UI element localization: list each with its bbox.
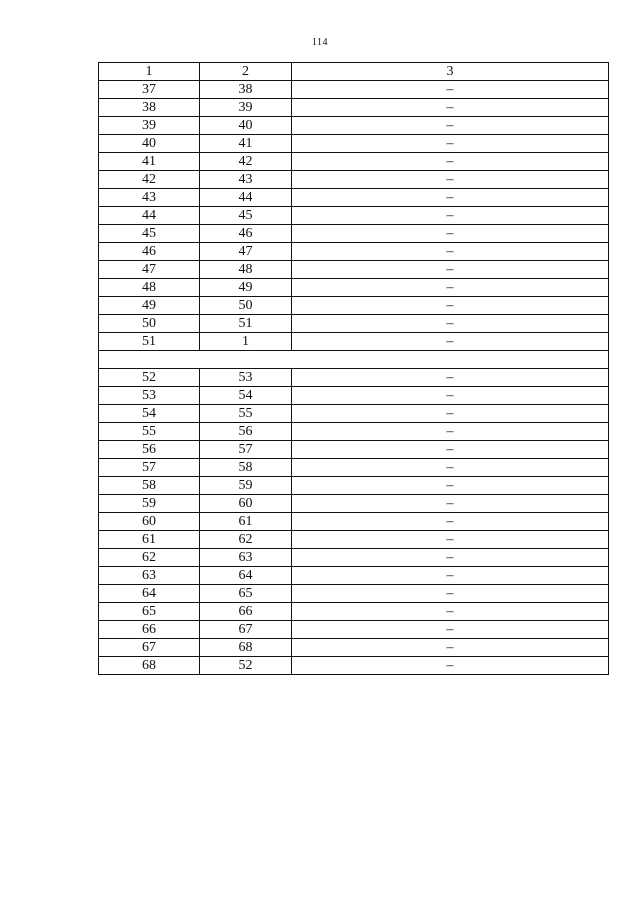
table-cell: – [292, 585, 609, 603]
table-cell: 60 [99, 513, 200, 531]
table-cell: 61 [200, 513, 292, 531]
table-cell: – [292, 513, 609, 531]
table-cell: – [292, 441, 609, 459]
table-cell: 62 [200, 531, 292, 549]
table-cell: 67 [200, 621, 292, 639]
table-row [99, 297, 609, 315]
table-cell: 39 [99, 117, 200, 135]
table-row [99, 261, 609, 279]
table-cell: – [292, 315, 609, 333]
table-row [99, 405, 609, 423]
table-row [99, 531, 609, 549]
table-cell: – [292, 153, 609, 171]
table-cell: 53 [99, 387, 200, 405]
column-header: 3 [292, 63, 609, 81]
table-cell: 40 [99, 135, 200, 153]
table-cell: 44 [99, 207, 200, 225]
table-cell: 63 [200, 549, 292, 567]
table-cell: 68 [200, 639, 292, 657]
table-cell: – [292, 333, 609, 351]
table-cell: 48 [99, 279, 200, 297]
table-cell: 66 [200, 603, 292, 621]
table-cell: 56 [200, 423, 292, 441]
table-row [99, 477, 609, 495]
table-cell: 50 [99, 315, 200, 333]
table-row [99, 621, 609, 639]
table-row [99, 369, 609, 387]
table-cell: 64 [200, 567, 292, 585]
table-cell: – [292, 81, 609, 99]
table-row [99, 423, 609, 441]
table-cell: 39 [200, 99, 292, 117]
separator-cell [99, 351, 609, 369]
table-row [99, 657, 609, 675]
table-cell: – [292, 603, 609, 621]
table-cell: 49 [200, 279, 292, 297]
table-row [99, 225, 609, 243]
table-row [99, 81, 609, 99]
table-row [99, 459, 609, 477]
table-cell: – [292, 189, 609, 207]
table-cell: – [292, 387, 609, 405]
table-row [99, 585, 609, 603]
table-cell: 55 [200, 405, 292, 423]
table-row [99, 513, 609, 531]
table-cell: 43 [200, 171, 292, 189]
table-cell: 43 [99, 189, 200, 207]
table-cell: – [292, 459, 609, 477]
table-cell: – [292, 531, 609, 549]
table-cell: 42 [99, 171, 200, 189]
table-cell: 46 [99, 243, 200, 261]
table-row [99, 171, 609, 189]
table-cell: – [292, 297, 609, 315]
table-cell: – [292, 495, 609, 513]
column-header: 2 [200, 63, 292, 81]
table-cell: 52 [200, 657, 292, 675]
column-header: 1 [99, 63, 200, 81]
table-cell: 48 [200, 261, 292, 279]
table-row [99, 243, 609, 261]
table-cell: – [292, 369, 609, 387]
table-row [99, 549, 609, 567]
table-cell: 45 [99, 225, 200, 243]
table-separator-row [99, 351, 609, 369]
data-table [98, 62, 609, 675]
table-cell: 45 [200, 207, 292, 225]
table-cell: 51 [200, 315, 292, 333]
table-cell: 52 [99, 369, 200, 387]
page-number: 114 [311, 37, 329, 48]
table-cell: 1 [200, 333, 292, 351]
table-cell: 66 [99, 621, 200, 639]
table-cell: – [292, 243, 609, 261]
table-cell: 65 [200, 585, 292, 603]
table-cell: – [292, 477, 609, 495]
table-cell: – [292, 261, 609, 279]
table-cell: 55 [99, 423, 200, 441]
table-row [99, 333, 609, 351]
table-cell: – [292, 225, 609, 243]
table-cell: 49 [99, 297, 200, 315]
table-cell: – [292, 117, 609, 135]
table-cell: – [292, 621, 609, 639]
table-cell: 41 [99, 153, 200, 171]
table-cell: – [292, 135, 609, 153]
table-row [99, 153, 609, 171]
table-cell: 59 [200, 477, 292, 495]
table-cell: 51 [99, 333, 200, 351]
table-cell: 60 [200, 495, 292, 513]
table-cell: 62 [99, 549, 200, 567]
table-cell: 56 [99, 441, 200, 459]
table-cell: – [292, 171, 609, 189]
table-cell: 47 [200, 243, 292, 261]
table-cell: 46 [200, 225, 292, 243]
table-cell: 47 [99, 261, 200, 279]
table-row [99, 495, 609, 513]
table-row [99, 567, 609, 585]
table-cell: 58 [200, 459, 292, 477]
table-cell: – [292, 549, 609, 567]
table-cell: – [292, 639, 609, 657]
table-cell: 57 [99, 459, 200, 477]
table-row [99, 279, 609, 297]
table-cell: 54 [99, 405, 200, 423]
table-cell: 67 [99, 639, 200, 657]
table-cell: 68 [99, 657, 200, 675]
table-cell: 65 [99, 603, 200, 621]
table-cell: 50 [200, 297, 292, 315]
table-cell: – [292, 405, 609, 423]
table-cell: 59 [99, 495, 200, 513]
table-header-row [99, 63, 609, 81]
table-row [99, 207, 609, 225]
table-cell: 57 [200, 441, 292, 459]
table-row [99, 117, 609, 135]
table-cell: 44 [200, 189, 292, 207]
table-row [99, 315, 609, 333]
table-row [99, 135, 609, 153]
table-cell: 37 [99, 81, 200, 99]
table-row [99, 387, 609, 405]
table-cell: 40 [200, 117, 292, 135]
table-cell: – [292, 423, 609, 441]
table-cell: 41 [200, 135, 292, 153]
table-cell: 64 [99, 585, 200, 603]
table-row [99, 639, 609, 657]
table-cell: 61 [99, 531, 200, 549]
table-cell: 53 [200, 369, 292, 387]
table-cell: – [292, 567, 609, 585]
table-row [99, 603, 609, 621]
table-row [99, 189, 609, 207]
table-cell: 38 [99, 99, 200, 117]
table-cell: 63 [99, 567, 200, 585]
table-cell: – [292, 657, 609, 675]
table-cell: 54 [200, 387, 292, 405]
table-cell: 58 [99, 477, 200, 495]
table-cell: 38 [200, 81, 292, 99]
table-cell: 42 [200, 153, 292, 171]
table-row [99, 441, 609, 459]
table-cell: – [292, 99, 609, 117]
table-cell: – [292, 279, 609, 297]
table-row [99, 99, 609, 117]
table-cell: – [292, 207, 609, 225]
